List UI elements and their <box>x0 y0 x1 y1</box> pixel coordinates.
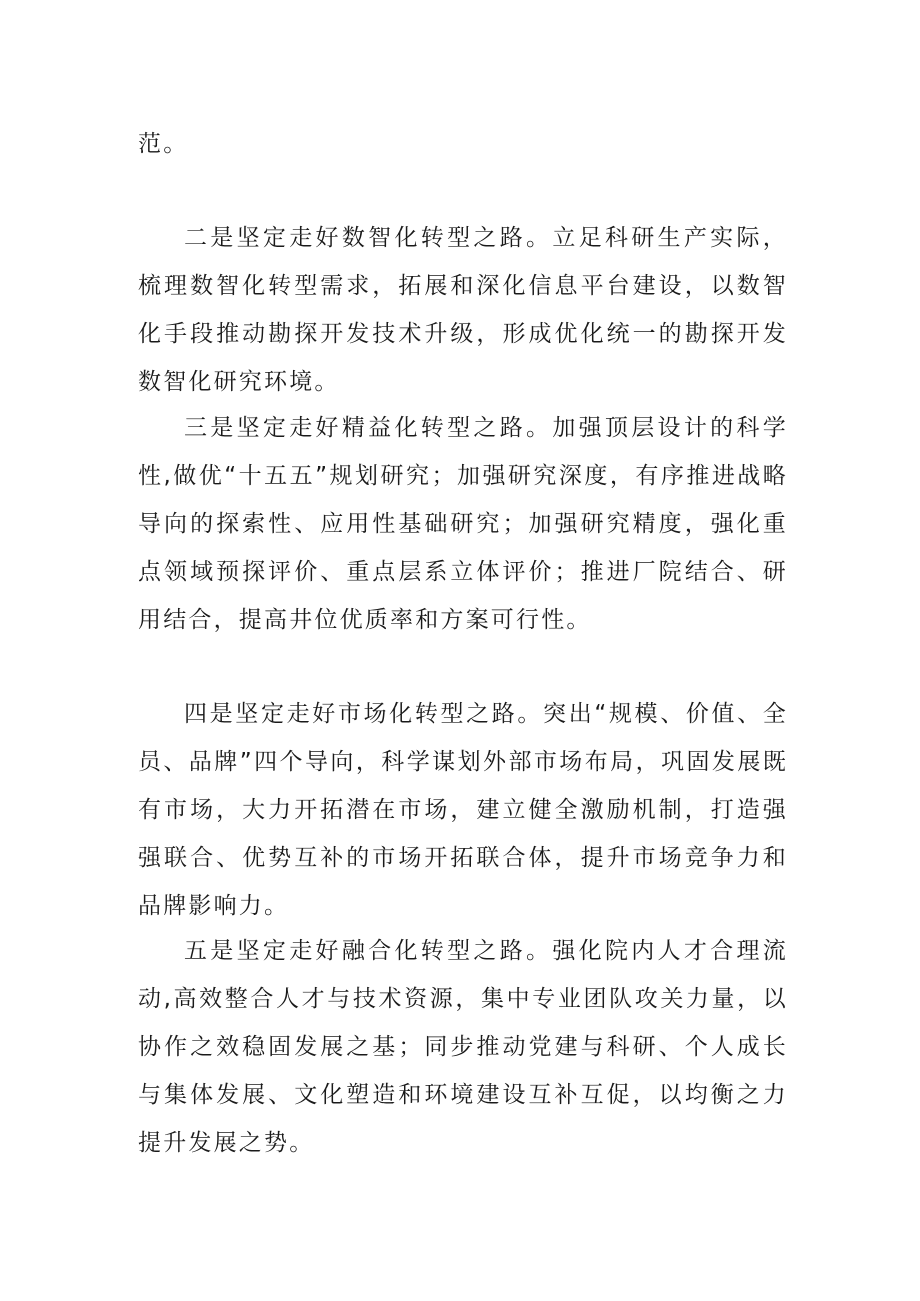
paragraph-digital-transformation: 二是坚定走好数智化转型之路。立足科研生产实际，梳理数智化转型需求，拓展和深化信息平台建设，以数智化手段推动勘探开发技术升级，形成优化统一的勘探开发数智化研究环境。 <box>138 225 788 395</box>
paragraph-integration-transformation: 五是坚定走好融合化转型之路。强化院内人才合理流动,高效整合人才与技术资源，集中专业团队攻关力量，以协作之效稳固发展之基；同步推动党建与科研、个人成长与集体发展、文化塑造和环境建设互补互促，以均衡之力提升发展之势。 <box>138 938 788 1156</box>
paragraph-market-transformation: 四是坚定走好市场化转型之路。突出“规模、价值、全员、品牌”四个导向，科学谋划外部市场布局，巩固发展既有市场，大力开拓潜在市场，建立健全激励机制，打造强强联合、优势互补的市场开拓联合体，提升市场竞争力和品牌影响力。 <box>138 701 788 919</box>
paragraph-lean-transformation: 三是坚定走好精益化转型之路。加强顶层设计的科学性,做优“十五五”规划研究；加强研究深度，有序推进战略导向的探索性、应用性基础研究；加强研究精度，强化重点领域预探评价、重点层系立体评价；推进厂院结合、研用结合，提高井位优质率和方案可行性。 <box>138 415 788 633</box>
paragraph-continuation: 范。 <box>138 131 189 157</box>
